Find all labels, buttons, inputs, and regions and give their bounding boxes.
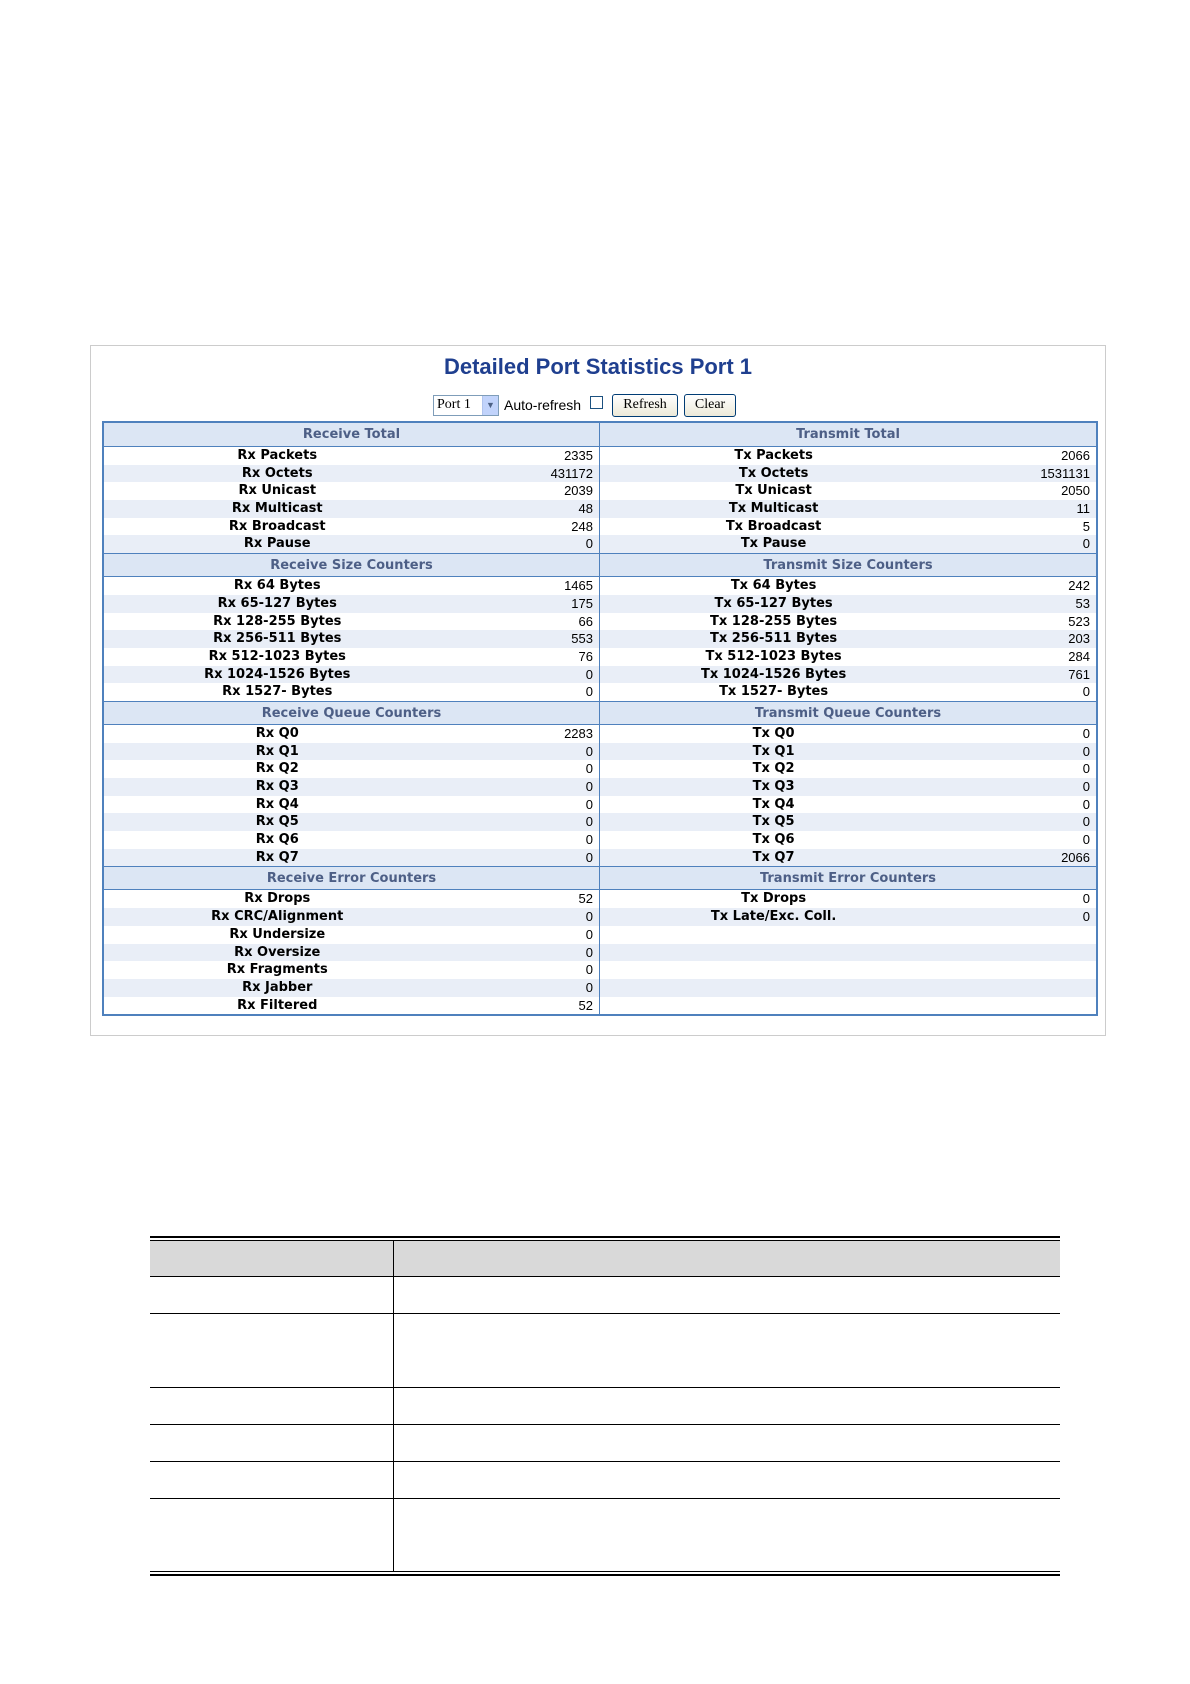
stat-value: 0 xyxy=(585,796,593,812)
stat-value: 248 xyxy=(571,518,593,534)
table-row xyxy=(600,666,1096,684)
stat-section xyxy=(104,866,599,1014)
stat-label: Tx 65-127 Bytes xyxy=(714,595,833,611)
stat-value: 0 xyxy=(1082,684,1090,700)
port-select[interactable] xyxy=(433,395,499,416)
stat-value: 0 xyxy=(585,979,593,995)
stat-value: 76 xyxy=(578,648,593,664)
stat-section xyxy=(600,701,1096,867)
stat-value: 0 xyxy=(1082,761,1090,777)
table-row xyxy=(600,595,1096,613)
table-row xyxy=(104,796,599,814)
stat-value: 0 xyxy=(585,832,593,848)
table-row xyxy=(104,518,599,536)
table-row xyxy=(600,944,1096,962)
table-row xyxy=(104,465,599,483)
table-row xyxy=(600,743,1096,761)
stat-value: 0 xyxy=(1082,814,1090,830)
stat-label: Tx Unicast xyxy=(735,483,812,499)
stat-label: Rx Packets xyxy=(237,448,318,463)
stat-value: 53 xyxy=(1075,595,1090,611)
table-row xyxy=(104,813,599,831)
stat-label: Tx Multicast xyxy=(728,501,819,517)
stat-label: Tx Q2 xyxy=(752,761,795,777)
table-row xyxy=(600,630,1096,648)
stat-value: 66 xyxy=(578,613,593,629)
table-row xyxy=(600,908,1096,926)
toolbar xyxy=(433,393,736,417)
table-row xyxy=(600,500,1096,518)
stat-label xyxy=(600,979,947,997)
table-row xyxy=(600,648,1096,666)
table-row xyxy=(104,683,599,701)
auto-refresh-checkbox[interactable] xyxy=(590,396,603,409)
table-row xyxy=(600,613,1096,631)
stat-value: 431172 xyxy=(550,465,593,481)
stat-label: Rx Unicast xyxy=(238,483,317,499)
stat-value: 0 xyxy=(585,849,593,865)
table-row xyxy=(150,1461,1060,1498)
stat-value: 0 xyxy=(1082,725,1090,741)
section-header: Transmit Size Counters xyxy=(600,553,1096,577)
stat-value: 2039 xyxy=(564,483,593,499)
stat-value: 0 xyxy=(1082,909,1090,925)
stat-label xyxy=(600,997,947,1015)
stat-value xyxy=(947,944,1096,962)
stat-label: Tx Q3 xyxy=(752,779,795,794)
stat-label: Rx 65-127 Bytes xyxy=(217,595,337,611)
stat-label: Tx Q5 xyxy=(752,814,795,830)
stat-label: Rx CRC/Alignment xyxy=(211,909,344,925)
stat-value: 0 xyxy=(585,944,593,960)
section-header: Transmit Total xyxy=(600,423,1096,447)
stat-value: 175 xyxy=(571,595,593,611)
stat-label xyxy=(600,944,947,962)
table-row xyxy=(600,482,1096,500)
table-row xyxy=(600,961,1096,979)
stat-label: Rx Jabber xyxy=(242,979,313,995)
stat-value: 52 xyxy=(578,997,593,1013)
table-row xyxy=(104,630,599,648)
stat-label: Tx 512-1023 Bytes xyxy=(705,648,842,664)
table-row xyxy=(600,997,1096,1015)
table-row xyxy=(600,796,1096,814)
table-row xyxy=(104,760,599,778)
description-table xyxy=(150,1236,1060,1576)
table-row xyxy=(150,1276,1060,1313)
table-row xyxy=(104,447,599,465)
stat-value: 52 xyxy=(578,891,593,907)
table-row xyxy=(104,725,599,743)
stat-label: Rx Broadcast xyxy=(228,518,326,534)
stat-label: Tx Q1 xyxy=(752,743,795,759)
stat-label: Tx 64 Bytes xyxy=(730,578,817,594)
table-row xyxy=(600,447,1096,465)
table-row xyxy=(104,743,599,761)
table-row xyxy=(600,979,1096,997)
table-row xyxy=(104,908,599,926)
stat-section xyxy=(104,423,599,553)
port-select-value: Port 1 xyxy=(437,397,471,412)
stat-value: 0 xyxy=(585,779,593,794)
table-row xyxy=(104,648,599,666)
stat-value: 11 xyxy=(1076,501,1090,517)
stat-value: 523 xyxy=(1068,613,1090,629)
refresh-button[interactable]: Refresh xyxy=(612,394,678,417)
stat-value xyxy=(947,961,1096,979)
receive-column xyxy=(104,423,600,1014)
stat-value: 2066 xyxy=(1061,849,1090,865)
table-row xyxy=(104,831,599,849)
stat-label: Tx Late/Exc. Coll. xyxy=(710,909,837,925)
stat-value: 0 xyxy=(585,743,593,759)
stat-value: 0 xyxy=(585,909,593,925)
statistics-table xyxy=(102,421,1098,1016)
stat-label: Tx 1527- Bytes xyxy=(719,684,829,700)
section-header: Receive Error Counters xyxy=(104,866,599,890)
section-header: Receive Size Counters xyxy=(104,553,599,577)
stat-label: Rx Undersize xyxy=(229,926,326,942)
stat-label: Rx 128-255 Bytes xyxy=(213,613,342,629)
stat-label: Rx 1024-1526 Bytes xyxy=(204,666,351,682)
stat-label: Rx Q2 xyxy=(255,761,299,777)
page-title: Detailed Port Statistics Port 1 xyxy=(443,354,753,379)
stat-value xyxy=(947,926,1096,944)
stat-label: Rx Octets xyxy=(241,465,313,481)
stat-value: 0 xyxy=(585,761,593,777)
table-row xyxy=(600,577,1096,595)
stat-value: 2066 xyxy=(1061,448,1090,463)
clear-button[interactable]: Clear xyxy=(684,394,736,417)
stat-value: 0 xyxy=(1082,832,1090,848)
stat-label: Rx Multicast xyxy=(231,501,323,517)
stat-section xyxy=(104,701,599,867)
table-row xyxy=(600,683,1096,701)
stat-value: 0 xyxy=(1082,891,1090,907)
stat-label: Tx Q7 xyxy=(752,849,795,865)
stat-section xyxy=(600,553,1096,701)
stat-section xyxy=(600,423,1096,553)
stat-label: Tx Q4 xyxy=(752,796,795,812)
stat-value: 0 xyxy=(585,666,593,682)
table-bottom-rule xyxy=(150,1574,1060,1576)
stat-section xyxy=(600,866,1096,1014)
stat-value: 553 xyxy=(571,631,593,647)
section-header: Receive Queue Counters xyxy=(104,701,599,725)
table-row xyxy=(104,944,599,962)
table-row xyxy=(104,890,599,908)
table-row xyxy=(600,926,1096,944)
stat-value: 0 xyxy=(1082,779,1090,794)
table-row xyxy=(104,849,599,867)
table-row xyxy=(104,961,599,979)
stat-section xyxy=(104,553,599,701)
table-row xyxy=(600,760,1096,778)
stat-value: 0 xyxy=(1082,796,1090,812)
stat-label: Tx Octets xyxy=(738,465,809,481)
stat-label: Tx 1024-1526 Bytes xyxy=(700,666,847,682)
section-header: Transmit Queue Counters xyxy=(600,701,1096,725)
stat-value: 1465 xyxy=(564,578,593,594)
table-row xyxy=(600,831,1096,849)
stat-label: Tx Pause xyxy=(740,536,807,552)
stat-label: Rx Q0 xyxy=(255,725,299,741)
section-header: Receive Total xyxy=(104,423,599,447)
stat-value: 242 xyxy=(1068,578,1090,594)
stat-label: Rx Filtered xyxy=(237,997,318,1013)
stat-label: Tx Broadcast xyxy=(725,518,822,534)
stat-label: Rx Q3 xyxy=(255,779,299,794)
table-row xyxy=(104,997,599,1015)
table-row xyxy=(104,778,599,796)
stat-label: Tx Packets xyxy=(734,448,813,463)
table-row xyxy=(150,1313,1060,1387)
table-header xyxy=(150,1241,1060,1276)
table-bottom-rule-thin xyxy=(150,1571,1060,1572)
stat-label: Rx Fragments xyxy=(226,962,328,978)
stat-value: 0 xyxy=(585,536,593,552)
stat-label: Rx Q6 xyxy=(255,832,299,848)
stat-value: 1531131 xyxy=(1040,465,1090,481)
table-row xyxy=(104,979,599,997)
stat-value xyxy=(947,997,1096,1015)
stat-value: 0 xyxy=(1082,743,1090,759)
table-row xyxy=(104,500,599,518)
stat-value: 0 xyxy=(585,962,593,978)
table-row xyxy=(600,725,1096,743)
stat-value xyxy=(947,979,1096,997)
stat-value: 2283 xyxy=(564,725,593,741)
table-row xyxy=(600,778,1096,796)
stat-label: Rx 256-511 Bytes xyxy=(213,631,342,647)
stat-value: 5 xyxy=(1082,518,1090,534)
stat-label: Tx Q0 xyxy=(752,725,795,741)
stat-label: Rx Q5 xyxy=(255,814,299,830)
chevron-down-icon[interactable]: ▼ xyxy=(482,396,498,415)
table-row xyxy=(150,1424,1060,1461)
stat-label: Rx Q4 xyxy=(255,796,299,812)
stat-label: Tx 256-511 Bytes xyxy=(710,631,838,647)
stat-value: 0 xyxy=(585,814,593,830)
stat-value: 2050 xyxy=(1061,483,1090,499)
auto-refresh-label: Auto-refresh xyxy=(504,397,582,413)
stat-label: Rx 64 Bytes xyxy=(233,578,321,594)
stat-label: Rx Oversize xyxy=(234,944,321,960)
stat-value: 203 xyxy=(1068,631,1090,647)
table-row xyxy=(104,613,599,631)
table-row xyxy=(104,926,599,944)
stat-value: 0 xyxy=(585,926,593,942)
stat-value: 0 xyxy=(585,684,593,700)
stat-label: Rx Q1 xyxy=(255,743,299,759)
table-row xyxy=(600,518,1096,536)
stat-label: Rx Drops xyxy=(244,891,311,907)
stat-label xyxy=(600,926,947,944)
stat-label: Tx Drops xyxy=(741,891,807,907)
stat-value: 2335 xyxy=(564,448,593,463)
table-row xyxy=(104,482,599,500)
table-row xyxy=(600,813,1096,831)
table-top-rule xyxy=(150,1236,1060,1238)
table-row xyxy=(600,849,1096,867)
transmit-column xyxy=(600,423,1096,1014)
stat-label: Rx 512-1023 Bytes xyxy=(208,648,346,664)
stat-label: Rx Pause xyxy=(243,536,311,552)
stat-label: Rx Q7 xyxy=(255,849,299,865)
table-row xyxy=(150,1387,1060,1424)
table-row xyxy=(104,577,599,595)
port-statistics-panel xyxy=(90,345,1106,1036)
table-row xyxy=(150,1498,1060,1571)
table-row xyxy=(600,465,1096,483)
stat-label xyxy=(600,961,947,979)
table-row xyxy=(104,535,599,553)
table-row xyxy=(104,595,599,613)
table-row xyxy=(104,666,599,684)
stat-label: Rx 1527- Bytes xyxy=(222,684,333,700)
stat-value: 284 xyxy=(1068,648,1090,664)
table-row xyxy=(600,890,1096,908)
stat-value: 0 xyxy=(1082,536,1090,552)
stat-value: 48 xyxy=(578,501,593,517)
stat-value: 761 xyxy=(1068,666,1090,682)
section-header: Transmit Error Counters xyxy=(600,866,1096,890)
stat-label: Tx 128-255 Bytes xyxy=(710,613,838,629)
table-row xyxy=(600,535,1096,553)
stat-label: Tx Q6 xyxy=(752,832,795,848)
